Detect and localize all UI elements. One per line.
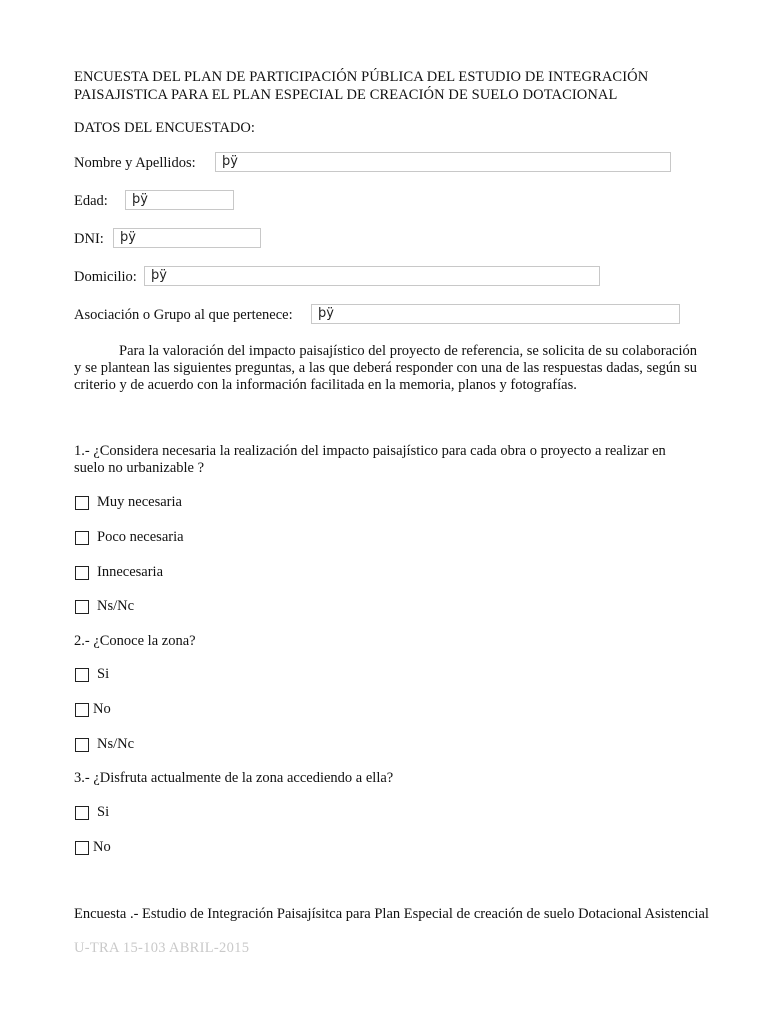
q3-option-no-checkbox[interactable]: [75, 841, 89, 855]
domicilio-field-value: þÿ: [151, 268, 167, 283]
footer-text: Encuesta .- Estudio de Integración Paisajísitca para Plan Especial de creación de suelo Dotacional Asistencial: [74, 906, 709, 922]
nombre-field[interactable]: [215, 152, 671, 172]
q1-option-muy-necesaria-checkbox[interactable]: [75, 496, 89, 510]
q1-option-nsnc-label: Ns/Nc: [97, 598, 135, 614]
q2-option-si-label: Si: [97, 666, 110, 682]
q1-option-poco-necesaria-checkbox[interactable]: [75, 531, 89, 545]
q2-option-nsnc-checkbox[interactable]: [75, 738, 89, 752]
q3-option-no-label: No: [93, 839, 111, 855]
q2-option-no-checkbox[interactable]: [75, 703, 89, 717]
edad-field[interactable]: [125, 190, 234, 210]
q2-option-nsnc-label: Ns/Nc: [97, 736, 135, 752]
document-title-line-2: PAISAJISTICA PARA EL PLAN ESPECIAL DE CREACIÓN DE SUELO DOTACIONAL: [74, 87, 618, 103]
section-heading: DATOS DEL ENCUESTADO:: [74, 120, 255, 136]
asociacion-label: Asociación o Grupo al que pertenece:: [74, 307, 293, 323]
asociacion-field-value: þÿ: [318, 306, 334, 321]
nombre-field-value: þÿ: [222, 154, 238, 169]
q1-option-nsnc-checkbox[interactable]: [75, 600, 89, 614]
q1-option-innecesaria-checkbox[interactable]: [75, 566, 89, 580]
intro-paragraph: Para la valoración del impacto paisajístico del proyecto de referencia, se solicita de su colaboración y se plantean las siguientes preguntas, a las que deberá responder con una de las respuestas dadas, según su criterio y de acuerdo con la información facilitada en la memoria, planos y fotografías.: [74, 343, 697, 393]
q2-option-no-label: No: [93, 701, 111, 717]
q2-option-si-checkbox[interactable]: [75, 668, 89, 682]
dni-label: DNI:: [74, 231, 104, 247]
asociacion-field[interactable]: [311, 304, 680, 324]
footer-document-code: U-TRA 15-103 ABRIL-2015: [74, 940, 250, 956]
q1-option-innecesaria-label: Innecesaria: [97, 564, 164, 580]
q1-option-poco-necesaria-label: Poco necesaria: [97, 529, 184, 545]
document-title-line-1: ENCUESTA DEL PLAN DE PARTICIPACIÓN PÚBLICA DEL ESTUDIO DE INTEGRACIÓN: [74, 69, 649, 85]
question-3-text: 3.- ¿Disfruta actualmente de la zona accediendo a ella?: [74, 770, 394, 786]
question-1-text: 1.- ¿Considera necesaria la realización del impacto paisajístico para cada obra o proyecto a realizar en suelo no urbanizable ?: [74, 443, 666, 476]
q3-option-si-checkbox[interactable]: [75, 806, 89, 820]
dni-field-value: þÿ: [120, 230, 136, 245]
domicilio-label: Domicilio:: [74, 269, 137, 285]
q1-option-muy-necesaria-label: Muy necesaria: [97, 494, 182, 510]
nombre-label: Nombre y Apellidos:: [74, 155, 196, 171]
edad-field-value: þÿ: [132, 192, 148, 207]
q3-option-si-label: Si: [97, 804, 110, 820]
question-2-text: 2.- ¿Conoce la zona?: [74, 633, 196, 649]
dni-field[interactable]: [113, 228, 261, 248]
edad-label: Edad:: [74, 193, 108, 209]
domicilio-field[interactable]: [144, 266, 600, 286]
